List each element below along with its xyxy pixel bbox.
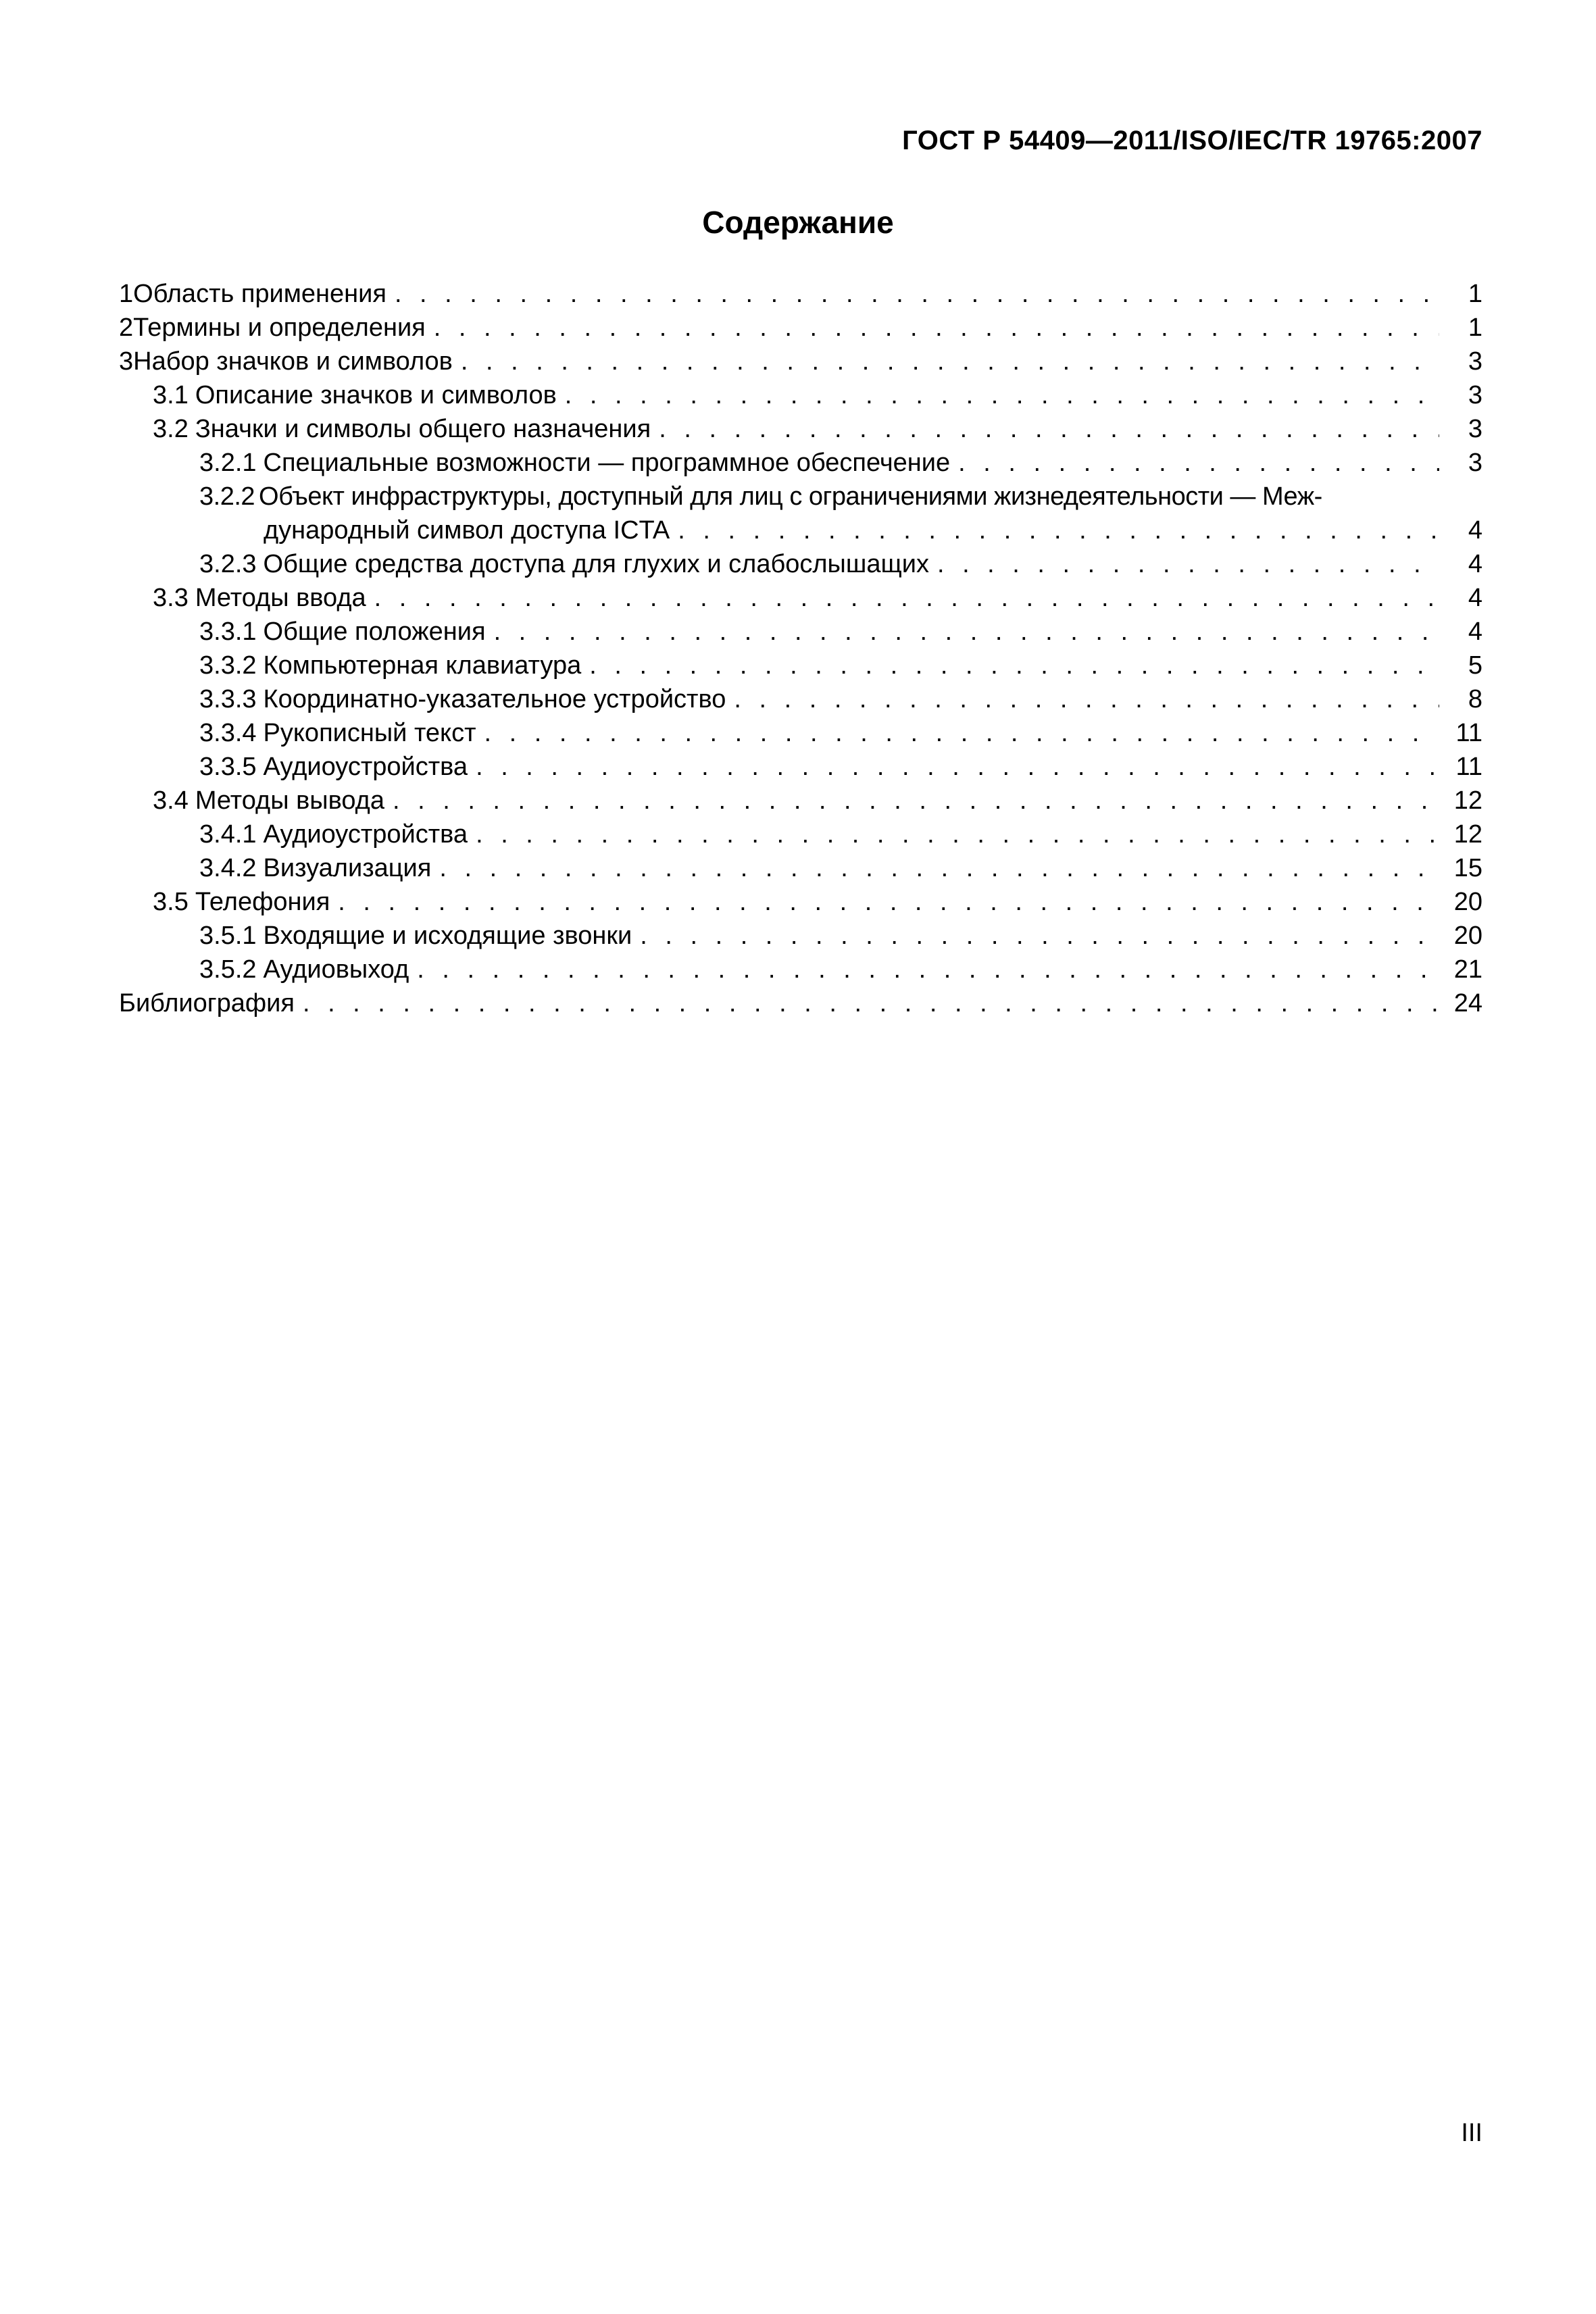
- toc-entry-label: Компьютерная клавиатура: [263, 651, 582, 680]
- toc-entry-page: 5: [1468, 651, 1482, 680]
- toc-entry-page: 12: [1453, 786, 1482, 815]
- toc-entry-3-4-2[interactable]: [119, 851, 1482, 885]
- toc-leader-dots: [484, 716, 1439, 750]
- toc-entry-number: 1: [119, 280, 134, 308]
- toc-entry-label: Значки и символы общего назначения: [195, 415, 651, 443]
- toc-leader-dots: [303, 986, 1439, 1020]
- toc-entry-label: Библиография: [119, 989, 295, 1017]
- toc-entry-page: 3: [1468, 381, 1482, 409]
- toc-entry-label: Набор значков и символов: [133, 347, 453, 376]
- toc-leader-dots: [494, 615, 1439, 649]
- toc-entry-label: Аудиоустройства: [263, 820, 468, 849]
- toc-entry-3-5-1[interactable]: [119, 919, 1482, 953]
- toc-entry-number: 3.3.3: [199, 685, 257, 713]
- toc-entry-label: Аудиоустройства: [263, 753, 468, 781]
- toc-entry-page: 8: [1468, 685, 1482, 713]
- toc-entry-page: 21: [1453, 955, 1482, 984]
- toc-entry-label: Аудиовыход: [263, 955, 409, 984]
- toc-entry-label: Общие средства доступа для глухих и слабослышащих: [263, 550, 929, 578]
- toc-entry-3-3-3[interactable]: [119, 682, 1482, 716]
- toc-leader-dots: [395, 277, 1439, 311]
- toc-entry-number: 3.3.1: [199, 618, 257, 646]
- toc-entry-number: 3.1: [153, 381, 189, 409]
- toc-leader-dots: [565, 378, 1439, 412]
- toc-entry-3-3-5[interactable]: [119, 750, 1482, 784]
- toc-leader-dots: [461, 345, 1439, 378]
- toc-entry-3-2-2[interactable]: [119, 480, 1482, 547]
- toc-entry-3-1[interactable]: [119, 378, 1482, 412]
- toc-leader-dots: [640, 919, 1439, 953]
- toc-entry-page: 4: [1468, 618, 1482, 646]
- toc-entry-label: Описание значков и символов: [195, 381, 557, 409]
- toc-title: Содержание: [702, 205, 894, 240]
- toc-entry-page: 24: [1453, 989, 1482, 1017]
- toc-entry-label: Термины и определения: [133, 313, 426, 342]
- toc-entry-number: 3.4: [153, 786, 189, 815]
- document-code-header: ГОСТ Р 54409—2011/ISO/IEC/TR 19765:2007: [902, 126, 1482, 155]
- toc-leader-dots: [589, 649, 1439, 682]
- toc-entry-page: 1: [1468, 280, 1482, 308]
- toc-entry-3-2-1[interactable]: [119, 446, 1482, 480]
- toc-entry-label: Рукописный текст: [263, 719, 476, 747]
- toc-entry-2[interactable]: [119, 311, 1482, 345]
- toc-entry-3-5-2[interactable]: [119, 953, 1482, 986]
- toc-entry-number: 3: [119, 347, 134, 376]
- toc-entry-3-4-1[interactable]: [119, 818, 1482, 851]
- toc-entry-number: 3.4.1: [199, 820, 257, 849]
- toc-entry-3-3[interactable]: [119, 581, 1482, 615]
- toc-entry-page: 12: [1453, 820, 1482, 849]
- toc-entry-label: Методы вывода: [195, 786, 384, 815]
- toc-entry-label: Специальные возможности — программное обеспечение: [263, 449, 951, 477]
- toc-entry-label-line2: дународный символ доступа ICTA: [264, 516, 670, 545]
- toc-entry-3-2[interactable]: [119, 412, 1482, 446]
- toc-entry-page: 20: [1453, 922, 1482, 950]
- toc-entry-number: 3.5.2: [199, 955, 257, 984]
- toc-entry-page: 3: [1468, 449, 1482, 477]
- toc-entry-page: 3: [1468, 347, 1482, 376]
- toc-entry-bibliography[interactable]: [119, 986, 1482, 1020]
- page-number: III: [1461, 2119, 1482, 2147]
- toc-leader-dots: [476, 818, 1439, 851]
- toc-entry-number: 3.3.4: [199, 719, 257, 747]
- toc-entry-page: 4: [1468, 516, 1482, 545]
- toc-entry-label: Общие положения: [263, 618, 486, 646]
- toc-entry-3-3-1[interactable]: [119, 615, 1482, 649]
- toc-leader-dots: [678, 513, 1439, 547]
- toc-entry-number: 3.2.3: [199, 550, 257, 578]
- toc-entry-page: 4: [1468, 584, 1482, 612]
- toc-leader-dots: [393, 784, 1439, 818]
- toc-leader-dots: [338, 885, 1439, 919]
- toc-entry-number: 3.2.2: [199, 482, 255, 511]
- toc-entry-page: 11: [1455, 753, 1482, 781]
- table-of-contents: [119, 277, 1482, 1020]
- toc-entry-3-2-3[interactable]: [119, 547, 1482, 581]
- toc-entry-label: Визуализация: [263, 854, 432, 882]
- toc-entry-page: 3: [1468, 415, 1482, 443]
- toc-leader-dots: [476, 750, 1439, 784]
- toc-entry-page: 11: [1455, 719, 1482, 747]
- toc-entry-page: 15: [1453, 854, 1482, 882]
- toc-entry-number: 3.5: [153, 888, 189, 916]
- toc-leader-dots: [434, 311, 1439, 345]
- toc-entry-1[interactable]: [119, 277, 1482, 311]
- toc-entry-page: 20: [1453, 888, 1482, 916]
- toc-leader-dots: [439, 851, 1439, 885]
- toc-entry-label: Входящие и исходящие звонки: [263, 922, 632, 950]
- toc-entry-label: Телефония: [195, 888, 330, 916]
- toc-leader-dots: [374, 581, 1439, 615]
- toc-entry-3-4[interactable]: [119, 784, 1482, 818]
- toc-entry-3[interactable]: [119, 345, 1482, 378]
- toc-entry-number: 3.2: [153, 415, 189, 443]
- toc-entry-number: 3.4.2: [199, 854, 257, 882]
- toc-entry-page: 1: [1468, 313, 1482, 342]
- toc-leader-dots: [417, 953, 1439, 986]
- toc-entry-label: Методы ввода: [195, 584, 366, 612]
- toc-entry-3-3-2[interactable]: [119, 649, 1482, 682]
- toc-entry-3-5[interactable]: [119, 885, 1482, 919]
- toc-entry-number: 3.5.1: [199, 922, 257, 950]
- toc-leader-dots: [734, 682, 1439, 716]
- toc-leader-dots: [659, 412, 1439, 446]
- toc-entry-3-3-4[interactable]: [119, 716, 1482, 750]
- toc-entry-number: 3.3.5: [199, 753, 257, 781]
- toc-entry-number: 2: [119, 313, 134, 342]
- toc-leader-dots: [937, 547, 1439, 581]
- toc-leader-dots: [958, 446, 1439, 480]
- toc-entry-label-line1: Объект инфраструктуры, доступный для лиц с ограничениями жизнедеятельности — Меж-: [259, 482, 1322, 511]
- toc-entry-page: 4: [1468, 550, 1482, 578]
- toc-entry-number: 3.3.2: [199, 651, 257, 680]
- toc-entry-label: Область применения: [133, 280, 386, 308]
- toc-entry-label: Координатно-указательное устройство: [263, 685, 726, 713]
- toc-entry-number: 3.3: [153, 584, 189, 612]
- toc-entry-number: 3.2.1: [199, 449, 257, 477]
